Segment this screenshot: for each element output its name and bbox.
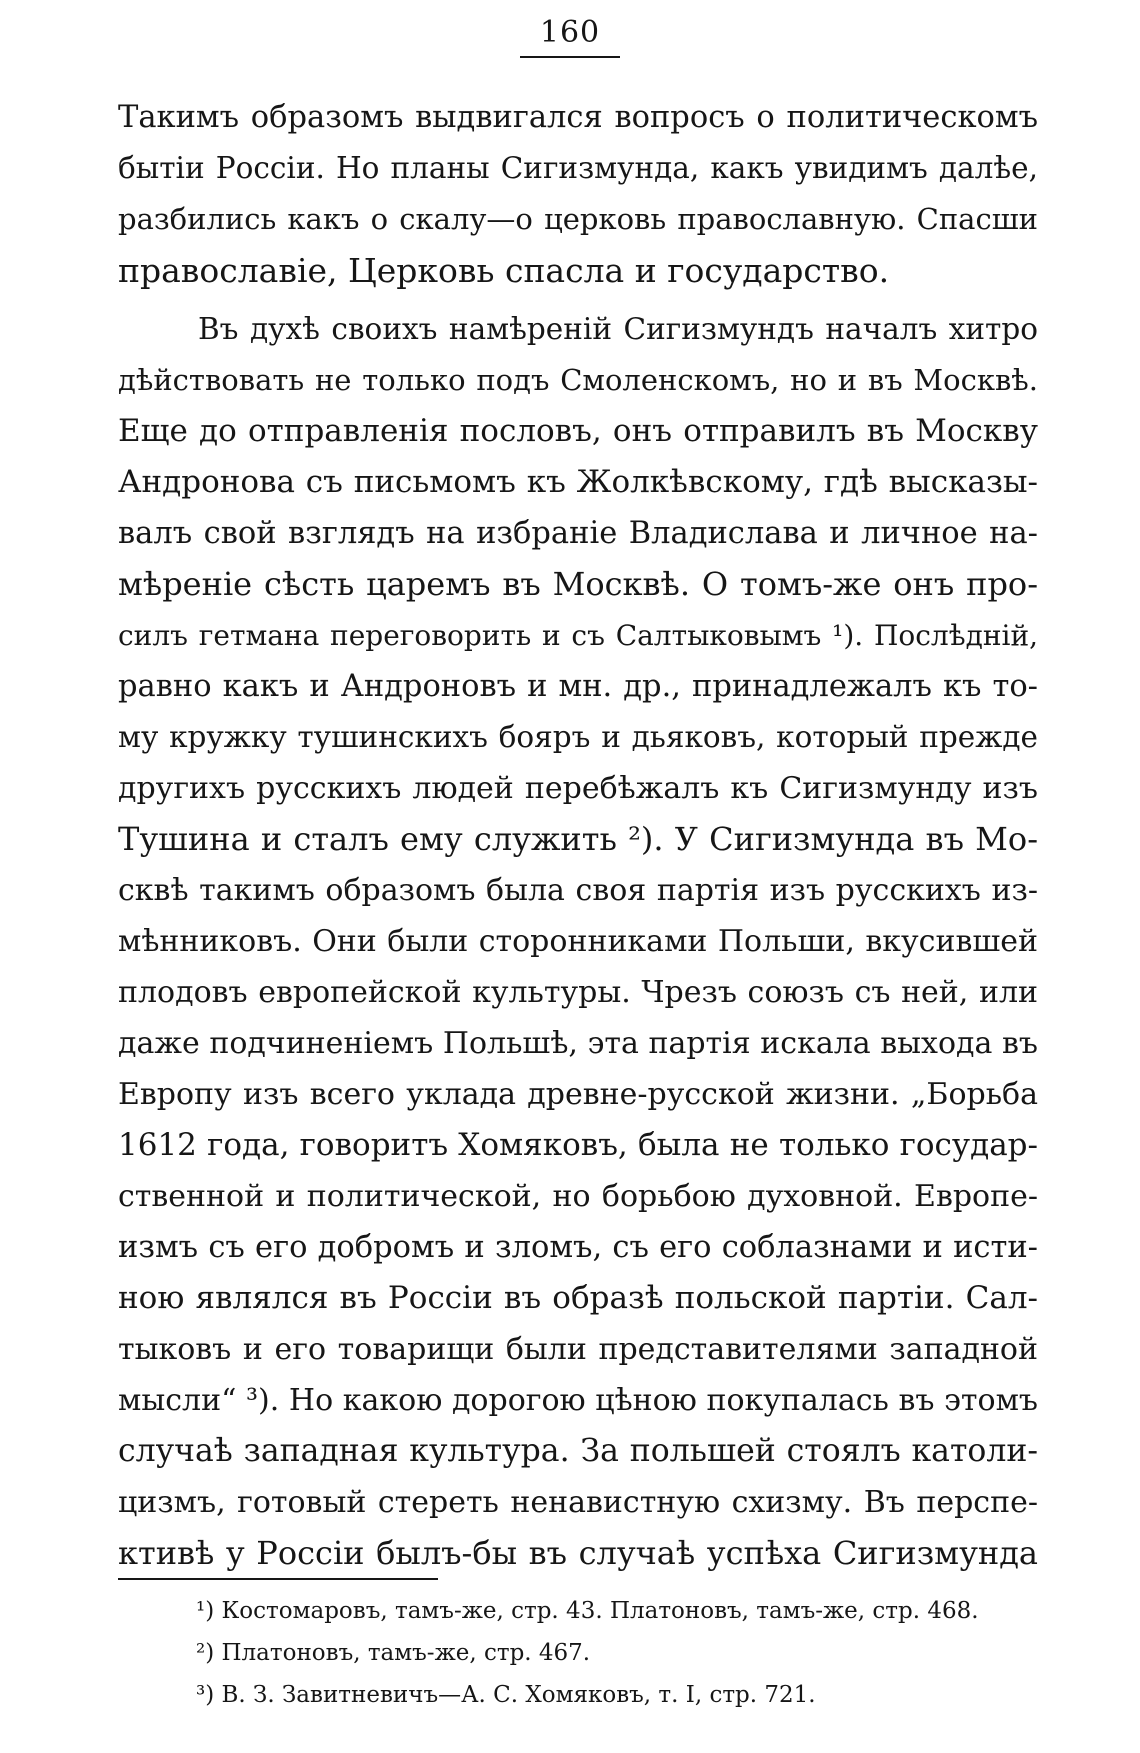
text-line: плодовъ европейской культуры. Чрезъ союзъ съ ней, или bbox=[118, 975, 1038, 1010]
text-line: Андронова съ письмомъ къ Жолкѣвскому, гдѣ высказы- bbox=[118, 464, 1038, 500]
text-line: 1612 года, говоритъ Хомяковъ, была не только государ- bbox=[118, 1127, 1038, 1163]
text-line: православіе, Церковь спасла и государство. bbox=[118, 251, 890, 290]
text-line: равно какъ и Андроновъ и мн. др., принадлежалъ къ то- bbox=[118, 669, 1038, 704]
footnote-3: ³) В. З. Завитневичъ—А. С. Хомяковъ, т. I, стр. 721. bbox=[196, 1682, 816, 1708]
text-line: измъ съ его добромъ и зломъ, съ его соблазнами и исти- bbox=[118, 1230, 1038, 1265]
text-line: Еще до отправленія пословъ, онъ отправилъ въ Москву bbox=[118, 413, 1038, 449]
text-line: тыковъ и его товарищи были представителями западной bbox=[118, 1332, 1038, 1367]
text-line: Тушина и сталъ ему служить ²). У Сигизмунда въ Мо- bbox=[118, 820, 1038, 858]
text-line: Европу изъ всего уклада древне-русской жизни. „Борьба bbox=[118, 1077, 1038, 1112]
main-text bbox=[118, 92, 1038, 1579]
text-line: даже подчиненіемъ Польшѣ, эта партія искала выхода въ bbox=[118, 1026, 1038, 1061]
text-line: дѣйствовать не только подъ Смоленскомъ, но и въ Москвѣ. bbox=[118, 363, 1038, 397]
text-line: ктивѣ у Россіи былъ-бы въ случаѣ успѣха Сигизмунда bbox=[118, 1534, 1038, 1572]
footnote-1: ¹) Костомаровъ, тамъ-же, стр. 43. Платоновъ, тамъ-же, стр. 468. bbox=[196, 1598, 979, 1624]
text-line: бытіи Россіи. Но планы Сигизмунда, какъ увидимъ далѣе, bbox=[118, 151, 1038, 185]
page-number-underline bbox=[520, 56, 620, 58]
text-line: валъ свой взглядъ на избраніе Владислава и личное на- bbox=[118, 516, 1038, 551]
text-line: Такимъ образомъ выдвигался вопросъ о политическомъ bbox=[118, 100, 1038, 135]
footnote-2: ²) Платоновъ, тамъ-же, стр. 467. bbox=[196, 1640, 591, 1666]
text-line: другихъ русскихъ людей перебѣжалъ къ Сигизмунду изъ bbox=[118, 771, 1038, 806]
text-line: мысли“ ³). Но какою дорогою цѣною покупалась въ этомъ bbox=[118, 1383, 1038, 1418]
footnotes bbox=[196, 1590, 1036, 1716]
text-line: разбились какъ о скалу—о церковь православную. Спасши bbox=[118, 202, 1038, 236]
text-line: ственной и политической, но борьбою духовной. Европе- bbox=[118, 1179, 1038, 1214]
paragraph-2 bbox=[118, 304, 1038, 1579]
paragraph-1 bbox=[118, 92, 1038, 296]
text-line: силъ гетмана переговорить и съ Салтыковымъ ¹). Послѣдній, bbox=[118, 619, 1038, 652]
footnote-separator bbox=[118, 1578, 438, 1580]
text-line: мѣнниковъ. Они были сторонниками Польши, вкусившей bbox=[118, 924, 1038, 959]
page-number: 160 bbox=[539, 15, 601, 50]
text-line: сквѣ такимъ образомъ была своя партія изъ русскихъ из- bbox=[118, 873, 1038, 908]
text-line: Въ духѣ своихъ намѣреній Сигизмундъ началъ хитро bbox=[198, 312, 1038, 346]
text-line: цизмъ, готовый стереть ненавистную схизму. Въ перспе- bbox=[118, 1485, 1038, 1520]
text-line: случаѣ западная культура. За польшей стоялъ католи- bbox=[118, 1433, 1038, 1469]
text-line: ною являлся въ Россіи въ образѣ польской партіи. Сал- bbox=[118, 1280, 1038, 1316]
text-line: мѣреніе сѣсть царемъ въ Москвѣ. О томъ-же онъ про- bbox=[118, 565, 1038, 603]
text-line: му кружку тушинскихъ бояръ и дьяковъ, который прежде bbox=[118, 720, 1038, 754]
paragraph-gap bbox=[118, 296, 1038, 304]
